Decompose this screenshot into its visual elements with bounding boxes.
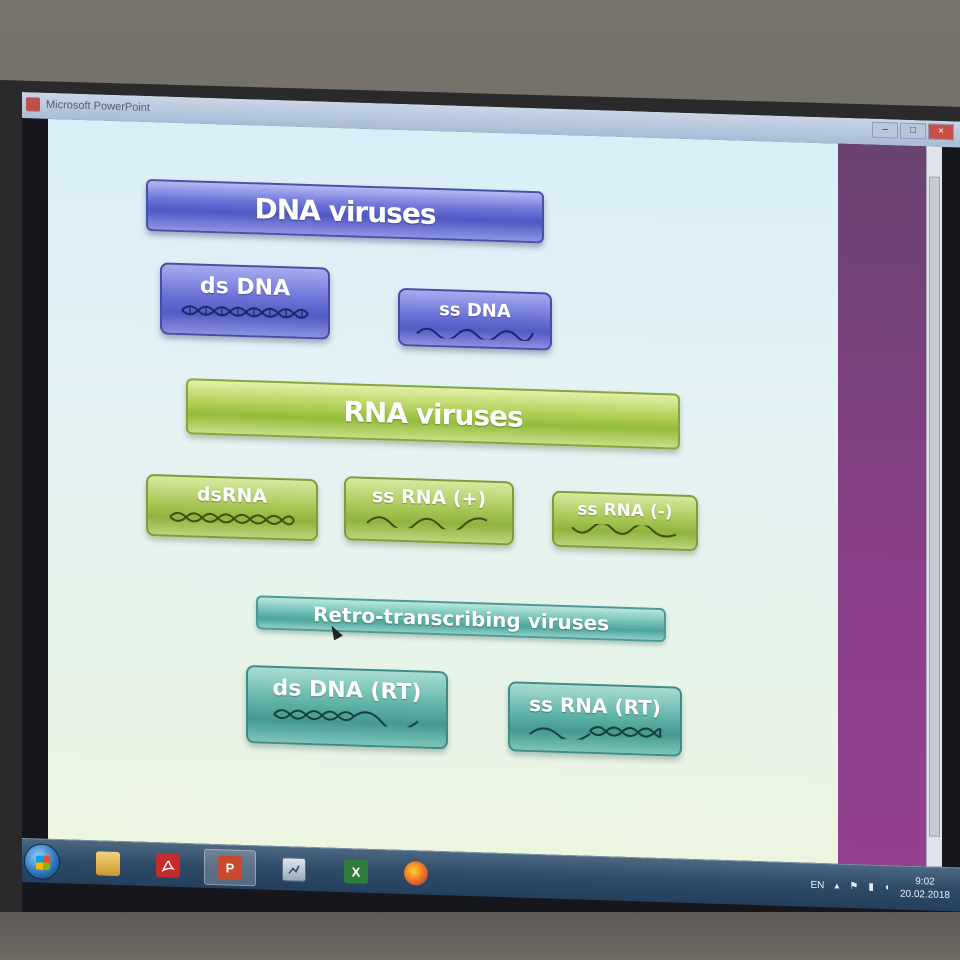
vertical-scrollbar[interactable]	[926, 146, 942, 867]
strand-to-helix-icon	[528, 720, 662, 742]
firefox-icon	[404, 861, 428, 886]
powerpoint-app-icon	[26, 97, 40, 111]
window-controls	[872, 122, 954, 141]
taskbar-acrobat-reader[interactable]	[142, 847, 194, 885]
helix-to-strand-icon	[272, 705, 422, 728]
dna-viruses-label: DNA viruses	[254, 191, 436, 231]
taskbar-file-explorer[interactable]	[82, 845, 134, 883]
single-strand-wave-icon	[365, 511, 493, 531]
retro-transcribing-viruses-header	[256, 595, 666, 642]
system-tray	[810, 872, 950, 902]
ss-rna-minus-box	[552, 491, 698, 552]
dna-viruses-header	[146, 179, 544, 244]
chevron-up-icon[interactable]: ▴	[834, 880, 840, 892]
slide-canvas	[48, 119, 838, 864]
taskbar-powerpoint[interactable]	[204, 849, 256, 887]
ss-rna-plus-box	[344, 476, 514, 545]
rna-viruses-header	[186, 378, 680, 450]
flag-icon[interactable]: ⚑	[849, 880, 859, 892]
powerpoint-icon: P	[218, 855, 242, 880]
ds-rna-label: dsRNA	[196, 483, 268, 508]
minimize-button[interactable]: –	[872, 122, 898, 139]
double-helix-icon	[180, 302, 310, 322]
maximize-button[interactable]: □	[900, 123, 926, 140]
clock[interactable]	[900, 875, 950, 903]
ds-dna-rt-label: ds DNA (RT)	[272, 675, 422, 706]
acrobat-icon	[156, 853, 180, 878]
chart-document-icon	[282, 857, 306, 882]
ds-dna-box	[160, 262, 330, 339]
start-button[interactable]	[24, 843, 60, 880]
ss-rna-plus-label: ss RNA (+)	[371, 484, 487, 511]
ss-dna-box	[398, 288, 552, 351]
single-strand-wave-icon	[570, 523, 680, 540]
ss-dna-label: ss DNA	[439, 299, 511, 323]
ss-rna-rt-label: ss RNA (RT)	[529, 691, 661, 721]
clock-time: 9:02	[915, 876, 935, 888]
projected-desktop	[22, 92, 960, 941]
monitor-bezel-bottom	[0, 912, 960, 960]
ds-rna-box	[146, 474, 318, 541]
side-panel	[838, 144, 926, 867]
rna-viruses-label: RNA viruses	[343, 394, 523, 434]
double-helix-icon	[168, 509, 296, 529]
close-button[interactable]: ×	[928, 123, 954, 140]
network-icon[interactable]: ▮	[868, 881, 874, 893]
scrollbar-thumb[interactable]	[929, 177, 940, 837]
ds-dna-label: ds DNA	[199, 273, 291, 302]
taskbar-powerpoint-viewer[interactable]	[268, 851, 320, 889]
excel-icon: X	[344, 859, 368, 884]
ss-rna-rt-box	[508, 681, 682, 756]
ss-rna-minus-label: ss RNA (-)	[577, 499, 673, 523]
volume-icon[interactable]: ◖	[883, 881, 890, 893]
folder-icon	[96, 851, 120, 876]
ds-dna-rt-box	[246, 665, 448, 749]
clock-date: 20.02.2018	[899, 888, 950, 902]
window-title: Microsoft PowerPoint	[46, 98, 150, 115]
language-indicator[interactable]: EN	[810, 879, 825, 891]
taskbar-firefox[interactable]	[390, 855, 442, 893]
taskbar-excel[interactable]	[330, 853, 382, 891]
single-strand-wave-icon	[415, 323, 535, 341]
retro-transcribing-viruses-label: Retro-transcribing viruses	[312, 602, 610, 636]
